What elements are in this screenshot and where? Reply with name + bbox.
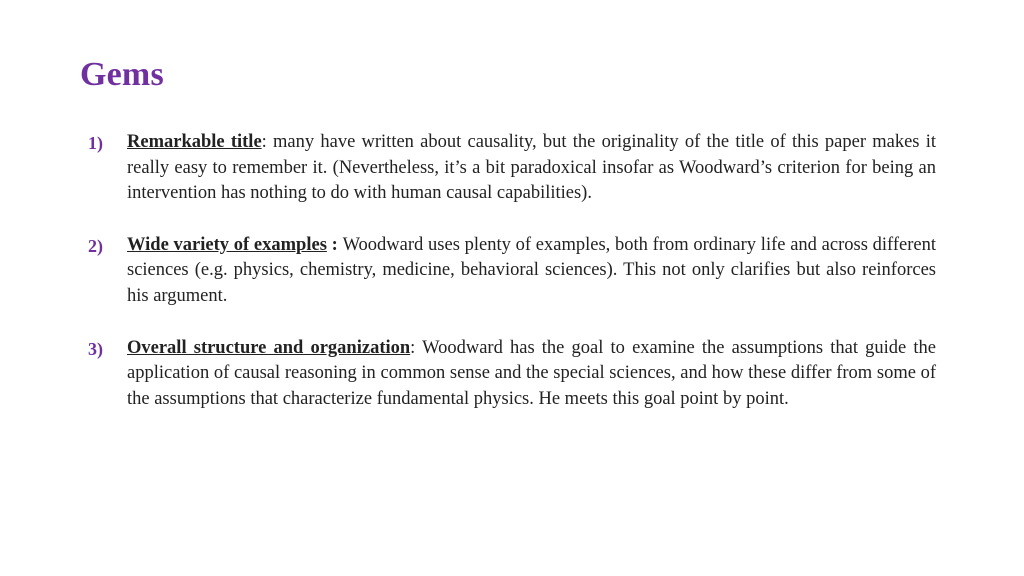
item-separator: : xyxy=(326,234,343,255)
item-text xyxy=(127,233,936,310)
item-separator: : xyxy=(410,337,423,358)
item-heading: Overall structure and organization xyxy=(127,337,411,358)
item-number: 2) xyxy=(88,235,103,256)
item-separator: : xyxy=(261,132,274,152)
item-number: 3) xyxy=(88,338,103,359)
item-text xyxy=(127,336,936,413)
item-heading: Remarkable title xyxy=(127,132,262,152)
item-text xyxy=(127,130,936,207)
item-heading: Wide variety of examples xyxy=(127,234,327,255)
item-body: many have written about causality, but the originality of the title of this paper makes it really easy to remember it. (Nevertheless, it’s a bit paradoxical insofar as Woodward’s criterion for being an intervention has nothing to do with human causal capabilities). xyxy=(127,132,937,204)
list-item xyxy=(80,233,936,310)
item-number: 1) xyxy=(88,133,103,153)
numbered-list xyxy=(80,130,936,438)
slide-title: Gems xyxy=(80,56,164,93)
item-body: Woodward has the goal to examine the assumptions that guide the application of causal reasoning in common sense and the special sciences, and how these differ from some of the assumptions that characterize fundamental physics. He meets this goal point by point. xyxy=(127,337,936,409)
list-item xyxy=(80,336,936,413)
list-item xyxy=(80,130,936,207)
item-body: Woodward uses plenty of examples, both from ordinary life and across different sciences (e.g. physics, chemistry, medicine, behavioral sciences). This not only clarifies but also reinforces his argument. xyxy=(127,234,936,306)
